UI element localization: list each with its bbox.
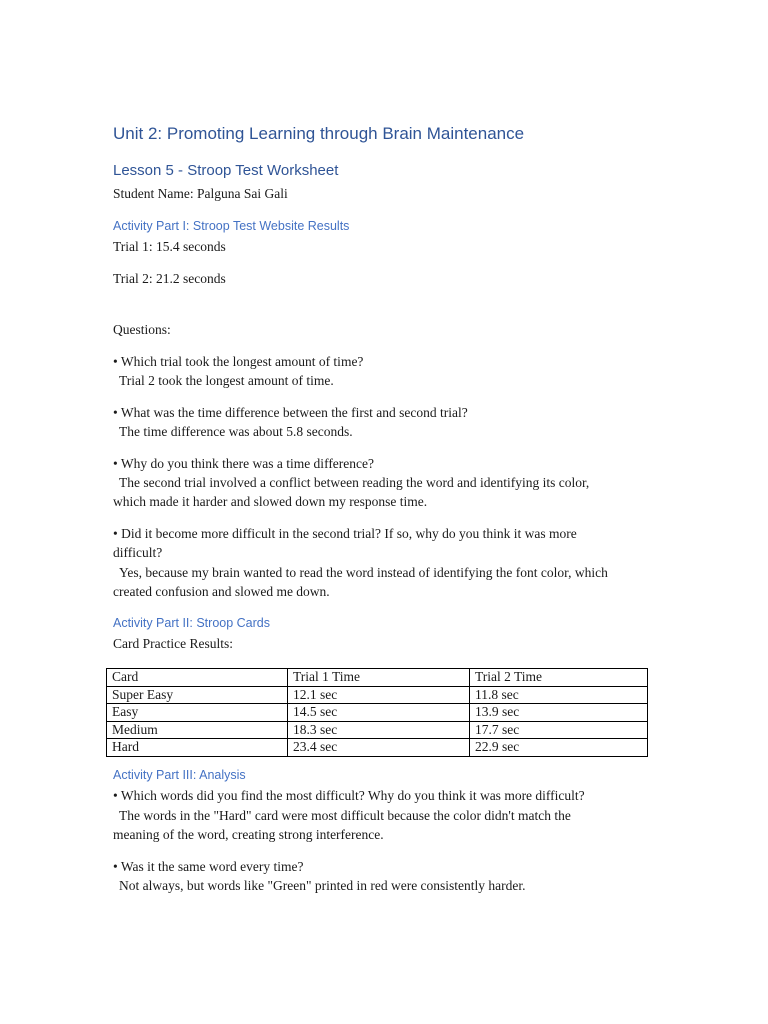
question-2: • What was the time difference between the first and second trial?	[113, 405, 468, 420]
table-row	[107, 686, 648, 704]
table-cell: Easy	[107, 704, 288, 722]
analysis-answer-1-line2: meaning of the word, creating strong interference.	[113, 827, 384, 842]
student-name: Student Name: Palguna Sai Gali	[113, 186, 288, 201]
table-cell: 14.5 sec	[288, 704, 470, 722]
table-cell: 18.3 sec	[288, 721, 470, 739]
table-header-cell: Trial 2 Time	[470, 669, 648, 687]
question-3: • Why do you think there was a time difference?	[113, 456, 375, 471]
questions-label: Questions:	[113, 322, 171, 337]
table-cell: 12.1 sec	[288, 686, 470, 704]
table-cell: 23.4 sec	[288, 739, 470, 757]
lesson-title: Lesson 5 - Stroop Test Worksheet	[113, 162, 339, 179]
table-cell: Medium	[107, 721, 288, 739]
card-practice-label: Card Practice Results:	[113, 636, 233, 651]
question-4-line1: • Did it become more difficult in the second trial? If so, why do you think it was more	[113, 526, 577, 541]
question-4-line2: difficult?	[113, 545, 163, 560]
answer-3-line2: which made it harder and slowed down my response time.	[113, 494, 428, 509]
table-row	[107, 739, 648, 757]
table-cell: 17.7 sec	[470, 721, 648, 739]
table-cell: 22.9 sec	[470, 739, 648, 757]
question-1: • Which trial took the longest amount of time?	[113, 354, 364, 369]
table-cell: 11.8 sec	[470, 686, 648, 704]
table-cell: 13.9 sec	[470, 704, 648, 722]
analysis-answer-2: Not always, but words like "Green" printed in red were consistently harder.	[119, 878, 526, 893]
unit-title: Unit 2: Promoting Learning through Brain Maintenance	[113, 124, 525, 143]
answer-4-line2: created confusion and slowed me down.	[113, 584, 330, 599]
answer-3-line1: The second trial involved a conflict between reading the word and identifying its color,	[119, 475, 590, 490]
table-row	[107, 721, 648, 739]
card-results-table	[106, 668, 648, 757]
part2-heading: Activity Part II: Stroop Cards	[113, 616, 270, 630]
answer-1: Trial 2 took the longest amount of time.	[119, 373, 334, 388]
analysis-question-1: • Which words did you find the most difficult? Why do you think it was more difficult?	[113, 788, 585, 803]
table-header-cell: Trial 1 Time	[288, 669, 470, 687]
table-cell: Super Easy	[107, 686, 288, 704]
analysis-answer-1-line1: The words in the "Hard" card were most difficult because the color didn't match the	[119, 808, 571, 823]
part1-heading: Activity Part I: Stroop Test Website Results	[113, 219, 350, 233]
answer-2: The time difference was about 5.8 seconds.	[119, 424, 353, 439]
table-cell: Hard	[107, 739, 288, 757]
answer-4-line1: Yes, because my brain wanted to read the word instead of identifying the font color, which	[119, 565, 608, 580]
trial1-result: Trial 1: 15.4 seconds	[113, 239, 226, 254]
table-header-row	[107, 669, 648, 687]
part3-heading: Activity Part III: Analysis	[113, 768, 246, 782]
analysis-question-2: • Was it the same word every time?	[113, 859, 304, 874]
table-row	[107, 704, 648, 722]
trial2-result: Trial 2: 21.2 seconds	[113, 271, 226, 286]
table-header-cell: Card	[107, 669, 288, 687]
